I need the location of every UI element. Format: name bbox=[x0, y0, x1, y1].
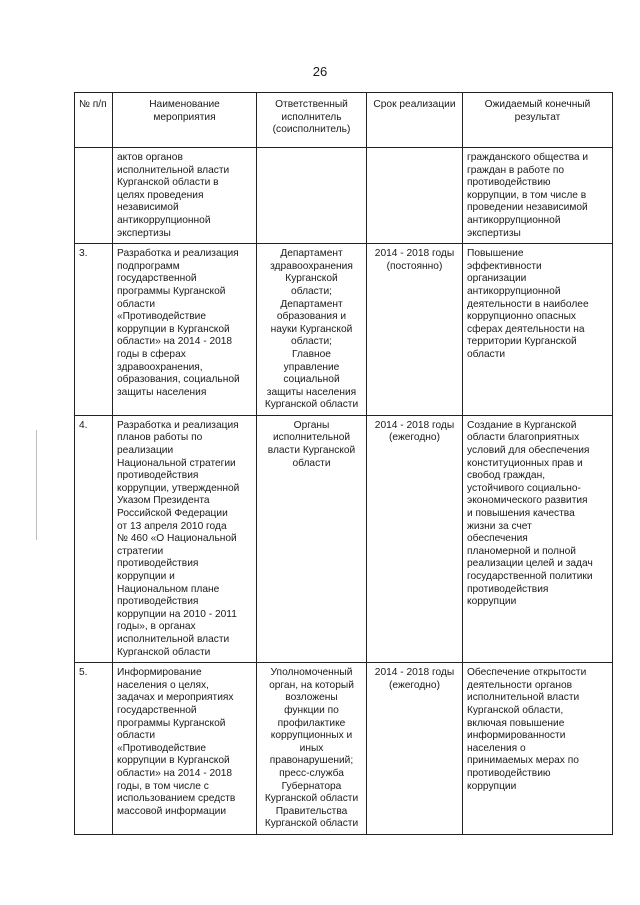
header-result: Ожидаемый конечный результат bbox=[463, 93, 613, 148]
margin-mark bbox=[36, 430, 37, 540]
table-row bbox=[75, 415, 613, 662]
header-executor: Ответственный исполнитель (соисполнитель) bbox=[257, 93, 367, 148]
row-executor: Департамент здравоохранения Курганской области; Департамент образования и науки Курганской области; Главное управление социальной защиты населения Курганской области bbox=[257, 244, 367, 416]
row-result: Обеспечение открытости деятельности органов исполнительной власти Курганской области, включая повышение информированности населения о принимаемых мерах по противодействию коррупции bbox=[463, 663, 613, 835]
table-row bbox=[75, 663, 613, 835]
row-executor: Уполномоченный орган, на который возложены функции по профилактике коррупционных и иных правонарушений; пресс-служба Губернатора Курганской области Правительства Курганской области bbox=[257, 663, 367, 835]
row-number: 3. bbox=[75, 244, 113, 416]
row-number: 5. bbox=[75, 663, 113, 835]
row-term: 2014 - 2018 годы (постоянно) bbox=[367, 244, 463, 416]
row-measure-name: Разработка и реализация планов работы по реализации Национальной стратегии противодействия коррупции, утвержденной Указом Президента Российской Федерации от 13 апреля 2010 года № 460 «О Национальной стратегии противодействия коррупции и Национальном плане противодействия коррупции на 2010 - 2011 годы», в органах исполнительной власти Курганской области bbox=[113, 415, 257, 662]
header-term: Срок реализации bbox=[367, 93, 463, 148]
row-measure-name: Информирование населения о целях, задачах и мероприятиях государственной программы Курганской области «Противодействие коррупции в Курганской области» на 2014 - 2018 годы, в том числе с использованием средств массовой информации bbox=[113, 663, 257, 835]
row-executor bbox=[257, 148, 367, 244]
row-number: 4. bbox=[75, 415, 113, 662]
row-result: Повышение эффективности организации антикоррупционной деятельности в наиболее коррупционно опасных сферах деятельности на территории Курганской области bbox=[463, 244, 613, 416]
row-term bbox=[367, 148, 463, 244]
table-row bbox=[75, 148, 613, 244]
table-header-row bbox=[75, 93, 613, 148]
row-number bbox=[75, 148, 113, 244]
row-measure-name: актов органов исполнительной власти Курганской области в целях проведения независимой антикоррупционной экспертизы bbox=[113, 148, 257, 244]
row-result: гражданского общества и граждан в работе по противодействию коррупции, в том числе в проведении независимой антикоррупционной экспертизы bbox=[463, 148, 613, 244]
row-executor: Органы исполнительной власти Курганской области bbox=[257, 415, 367, 662]
row-term: 2014 - 2018 годы (ежегодно) bbox=[367, 663, 463, 835]
header-name: Наименование мероприятия bbox=[113, 93, 257, 148]
row-measure-name: Разработка и реализация подпрограмм государственной программы Курганской области «Противодействие коррупции в Курганской области» на 2014 - 2018 годы в сферах здравоохранения, образования, социальной защиты населения bbox=[113, 244, 257, 416]
table-row bbox=[75, 244, 613, 416]
row-result: Создание в Курганской области благоприятных условий для обеспечения конституционных прав и свобод граждан, устойчивого социально- экономического развития и повышения качества жизни за счет обеспечения планомерной и полной реализации целей и задач государственной политики противодействия коррупции bbox=[463, 415, 613, 662]
measures-table bbox=[74, 92, 613, 835]
row-term: 2014 - 2018 годы (ежегодно) bbox=[367, 415, 463, 662]
header-number: № п/п bbox=[75, 93, 113, 148]
page-number: 26 bbox=[312, 64, 328, 79]
